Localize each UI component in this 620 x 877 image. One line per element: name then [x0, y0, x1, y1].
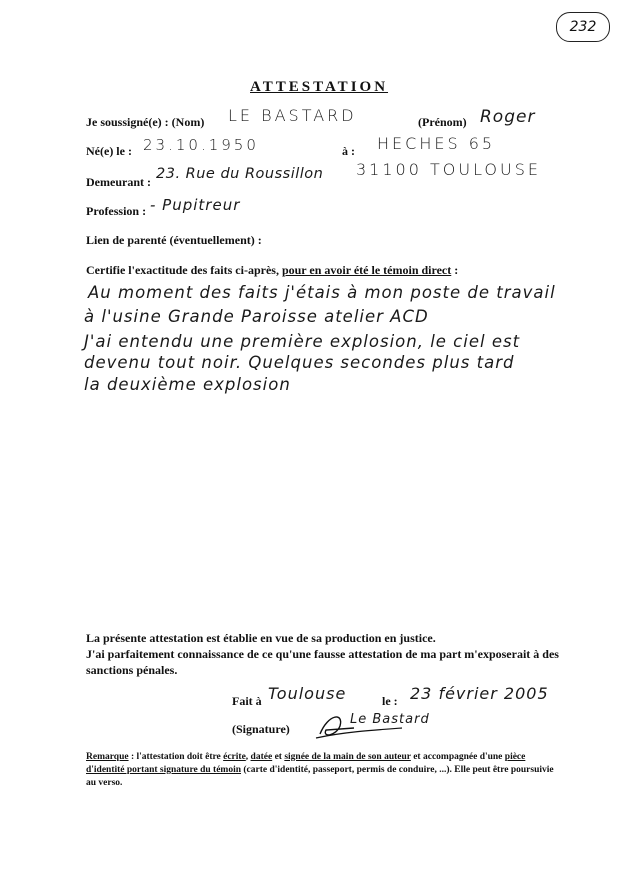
remark-text: et — [272, 752, 285, 762]
remark-text: , — [245, 752, 251, 762]
birthplace-label: à : — [342, 144, 355, 158]
testimony-line: à l'usine Grande Paroisse atelier ACD — [84, 307, 429, 326]
name-value: LE BASTARD — [228, 106, 357, 125]
remark-text: et accompagnée d'une — [410, 752, 505, 762]
firstname-label: (Prénom) — [418, 115, 467, 129]
address-label: Demeurant : — [86, 175, 151, 189]
testimony-line: devenu tout noir. Quelques secondes plus tard — [84, 353, 515, 372]
testimony-intro-text: Certifie l'exactitude des faits ci-après, — [86, 263, 279, 277]
testimony-intro-end: : — [451, 263, 459, 277]
testimony-line: Au moment des faits j'étais à mon poste de travail — [88, 283, 556, 302]
testimony-line: la deuxième explosion — [84, 375, 291, 394]
profession-label: Profession : — [86, 204, 147, 218]
place-value: Toulouse — [268, 684, 347, 703]
date-label: le : — [382, 694, 398, 708]
remark-text: (carte d'identité, passeport, permis de conduire, ...). Elle peut être poursuivie au verso. — [86, 765, 554, 788]
declaration-line: sanctions pénales. — [86, 663, 178, 677]
remark-label: Remarque — [86, 752, 129, 762]
remark-emphasis: pièce d'identité portant signature du témoin — [86, 752, 526, 775]
signature-label: (Signature) — [232, 722, 290, 736]
kinship-label: Lien de parenté (éventuellement) : — [86, 233, 262, 247]
birthplace-value: HECHES 65 — [377, 134, 496, 153]
remark-emphasis: datée — [250, 752, 273, 762]
declaration-line: J'ai parfaitement connaissance de ce qu'une fausse attestation de ma part m'exposerait à des — [86, 647, 559, 661]
name-label: Je soussigné(e) : (Nom) — [86, 115, 205, 129]
firstname-value: Roger — [480, 107, 536, 127]
document-title: ATTESTATION — [250, 79, 389, 95]
birth-value: 23.10.1950 — [143, 136, 259, 154]
signature — [314, 708, 430, 742]
testimony-intro — [86, 263, 458, 278]
document-number: 232 — [569, 19, 597, 35]
signature-text: Le Bastard — [350, 712, 430, 727]
address-street: 23. Rue du Roussillon — [156, 166, 324, 182]
remark-emphasis: signée de la main de son auteur — [284, 752, 411, 762]
remark-text: : l'attestation doit être — [128, 752, 224, 762]
remark — [86, 751, 556, 790]
remark-emphasis: écrite — [223, 752, 246, 762]
place-label: Fait à — [232, 694, 262, 708]
address-city: 31100 TOULOUSE — [356, 160, 541, 179]
testimony-intro-emphasis: pour en avoir été le témoin direct — [281, 263, 452, 277]
birth-label: Né(e) le : — [86, 144, 132, 158]
profession-value: - Pupitreur — [150, 196, 241, 214]
testimony-line: J'ai entendu une première explosion, le ciel est — [84, 332, 521, 351]
declaration-line: La présente attestation est établie en vue de sa production en justice. — [86, 631, 436, 645]
date-value: 23 février 2005 — [410, 684, 549, 703]
document-number-stamp — [556, 12, 610, 42]
